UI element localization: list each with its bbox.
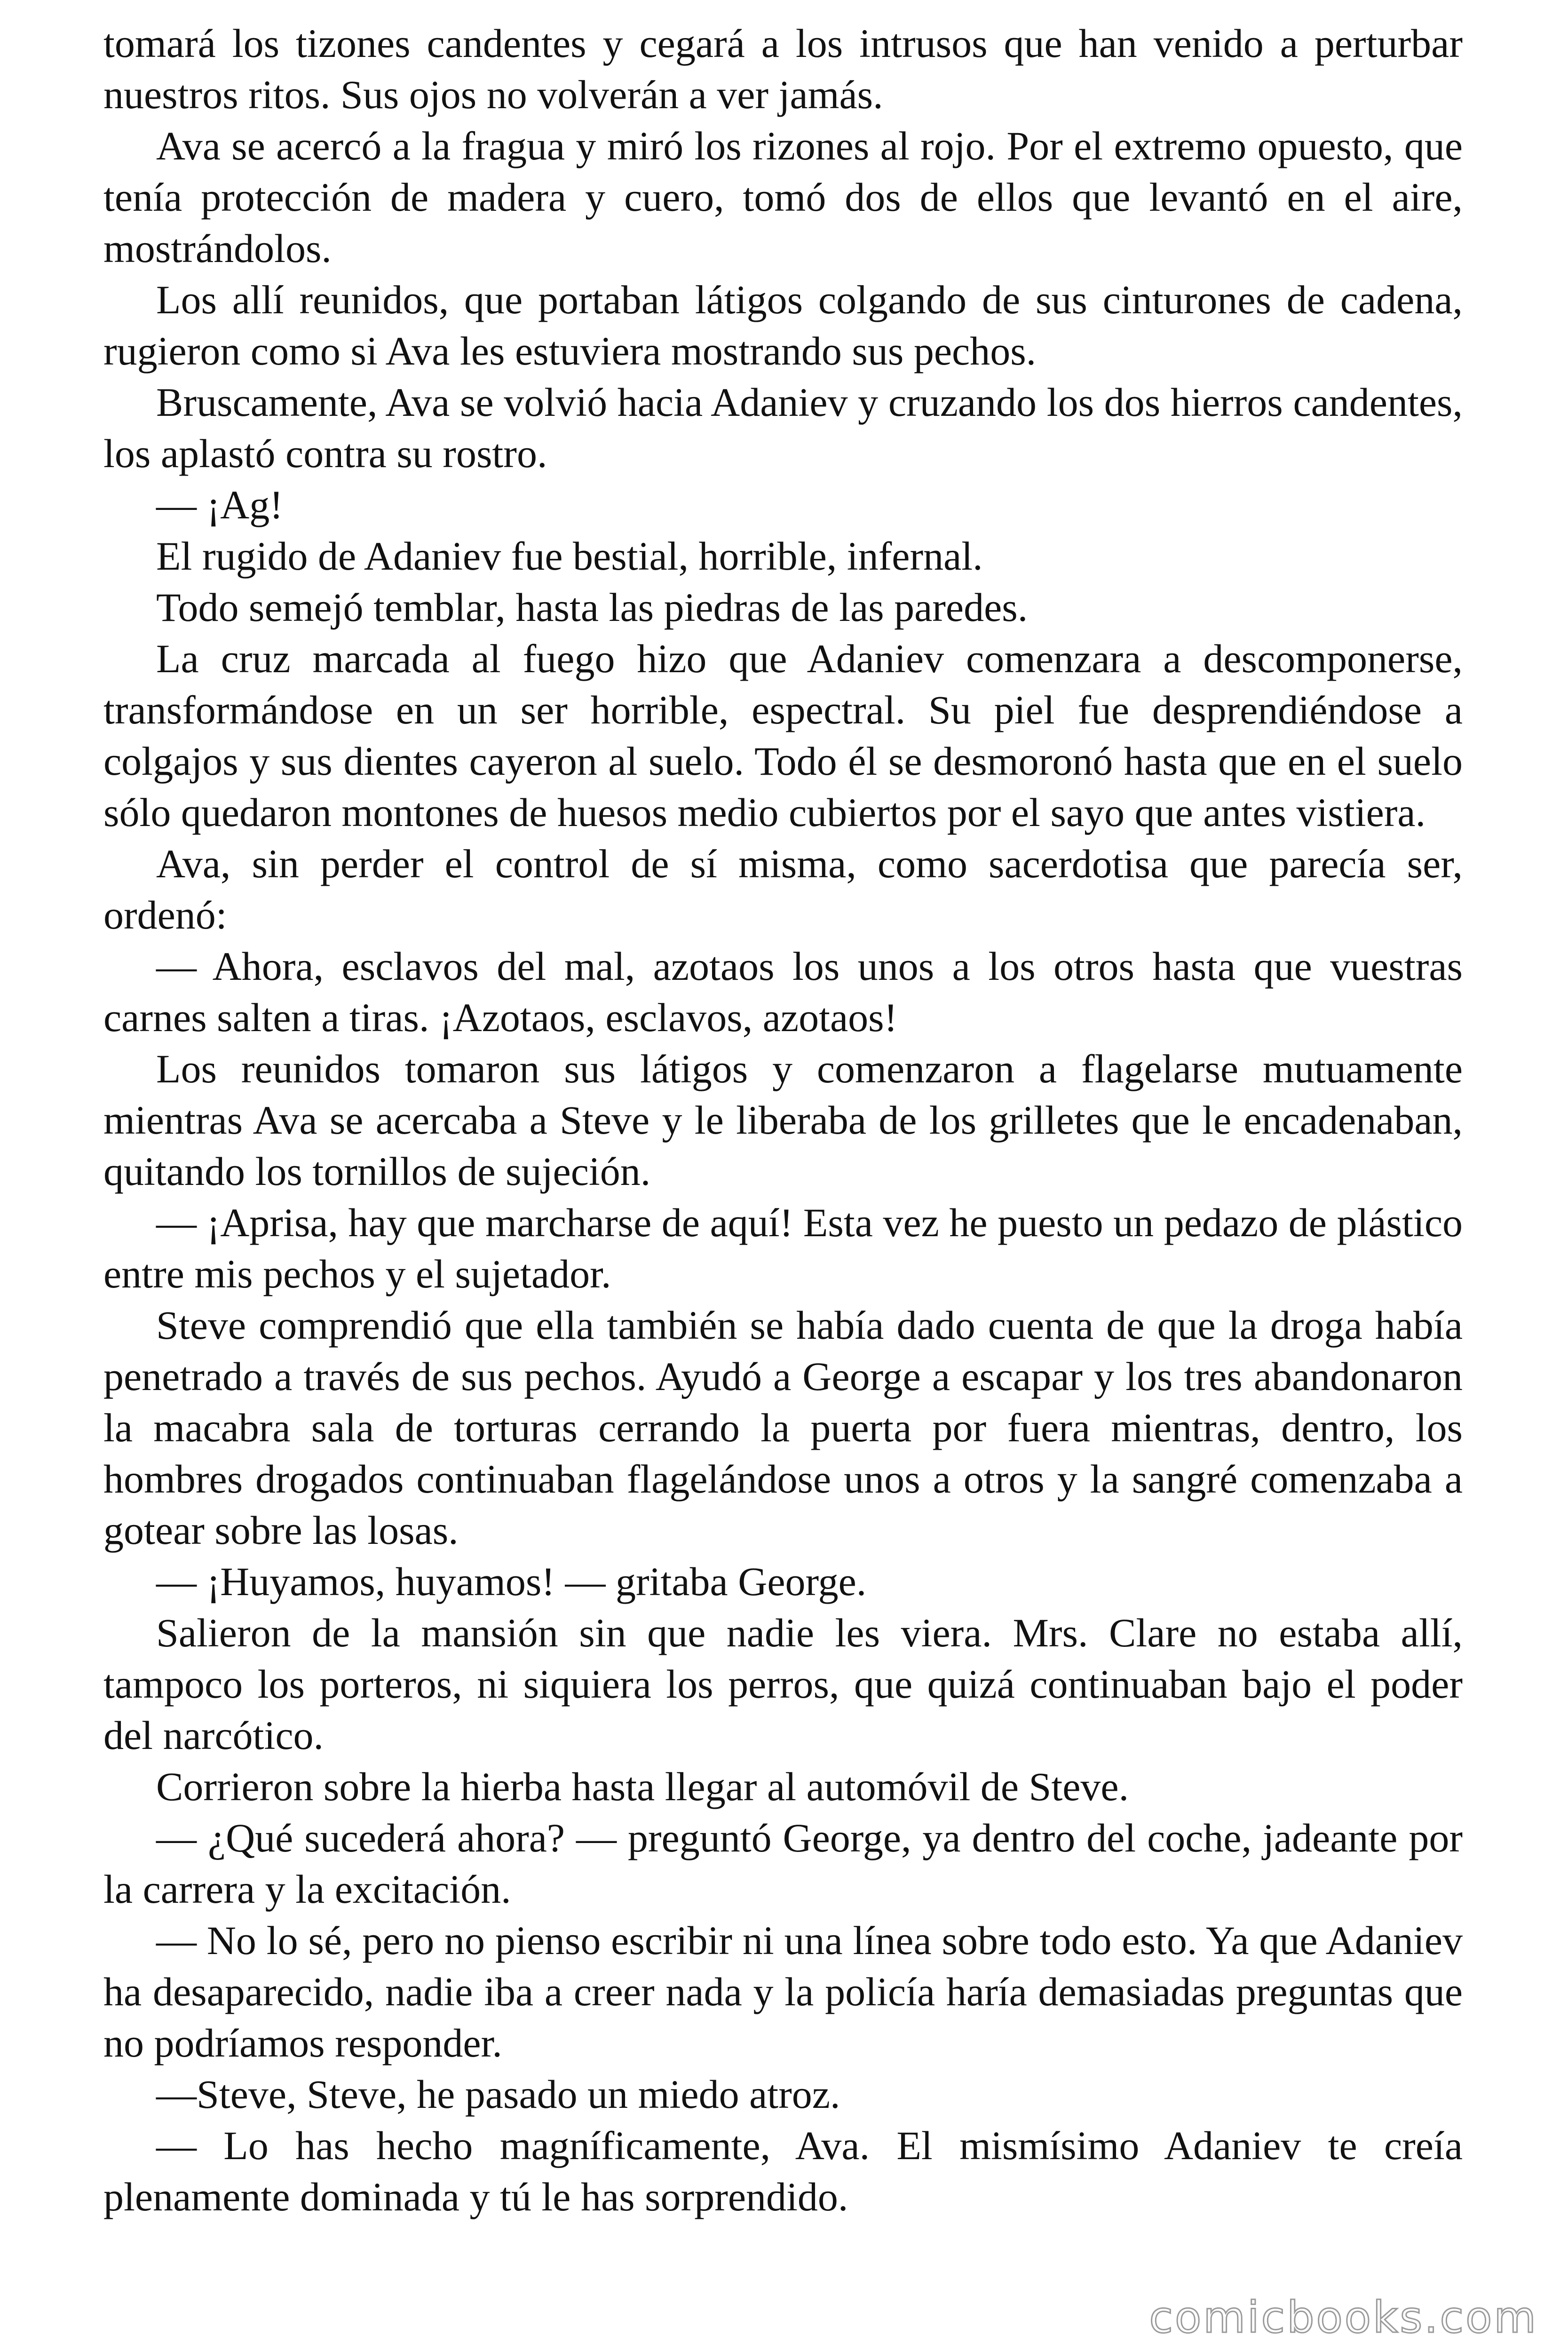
- paragraph: La cruz marcada al fuego hizo que Adaniev comenzara a descomponerse, transformándose en un ser horrible, espectral. Su piel fue desprendiéndose a colgajos y sus dientes cayeron al suelo. Todo él se desmoronó hasta que en el suelo sólo quedaron montones de huesos medio cubiertos por el sayo que antes vistiera.: [103, 636, 1463, 835]
- paragraph: Ava se acercó a la fragua y miró los rizones al rojo. Por el extremo opuesto, que tenía protección de madera y cuero, tomó dos de ellos que levantó en el aire, mostrándolos.: [103, 123, 1463, 271]
- paragraph: Steve comprendió que ella también se había dado cuenta de que la droga había penetrado a través de sus pechos. Ayudó a George a escapar y los tres abandonaron la macabra sala de torturas cerrando la puerta por fuera mientras, dentro, los hombres drogados continuaban flagelándose unos a otros y la sangré comenzaba a gotear sobre las losas.: [103, 1303, 1463, 1553]
- paragraph: Ava, sin perder el control de sí misma, como sacerdotisa que parecía ser, ordenó:: [103, 841, 1463, 938]
- paragraph: Bruscamente, Ava se volvió hacia Adaniev y cruzando los dos hierros candentes, los aplastó contra su rostro.: [103, 380, 1463, 476]
- paragraph: Todo semejó temblar, hasta las piedras de las paredes.: [156, 585, 1028, 630]
- dialogue-line: — Lo has hecho magníficamente, Ava. El mismísimo Adaniev te creía plenamente dominada y tú le has sorprendido.: [103, 2123, 1463, 2219]
- dialogue-line: — ¡Ag!: [156, 482, 283, 527]
- dialogue-line: — ¿Qué sucederá ahora? — preguntó George, ya dentro del coche, jadeante por la carrera y la excitación.: [103, 1815, 1463, 1912]
- dialogue-line: — Ahora, esclavos del mal, azotaos los unos a los otros hasta que vuestras carnes salten a tiras. ¡Azotaos, esclavos, azotaos!: [103, 944, 1463, 1040]
- dialogue-line: — No lo sé, pero no pienso escribir ni una línea sobre todo esto. Ya que Adaniev ha desaparecido, nadie iba a creer nada y la policía haría demasiadas preguntas que no podríamos responder.: [103, 1918, 1463, 2066]
- dialogue-line: —Steve, Steve, he pasado un miedo atroz.: [156, 2072, 840, 2117]
- book-page: [103, 18, 1463, 2313]
- paragraph: Los allí reunidos, que portaban látigos colgando de sus cinturones de cadena, rugieron como si Ava les estuviera mostrando sus pechos.: [103, 277, 1463, 373]
- paragraph: El rugido de Adaniev fue bestial, horrible, infernal.: [156, 533, 983, 579]
- paragraph-continuation: tomará los tizones candentes y cegará a los intrusos que han venido a perturbar nuestros ritos. Sus ojos no volverán a ver jamás.: [103, 21, 1463, 117]
- dialogue-line: — ¡Huyamos, huyamos! — gritaba George.: [156, 1559, 867, 1604]
- watermark: comicbooks.com: [1149, 2292, 1538, 2343]
- paragraph: Salieron de la mansión sin que nadie les viera. Mrs. Clare no estaba allí, tampoco los porteros, ni siquiera los perros, que quizá continuaban bajo el poder del narcótico.: [103, 1610, 1463, 1758]
- dialogue-line: — ¡Aprisa, hay que marcharse de aquí! Esta vez he puesto un pedazo de plástico entre mis pechos y el sujetador.: [103, 1200, 1463, 1296]
- paragraph: Los reunidos tomaron sus látigos y comenzaron a flagelarse mutuamente mientras Ava se acercaba a Steve y le liberaba de los grilletes que le encadenaban, quitando los tornillos de sujeción.: [103, 1046, 1463, 1194]
- paragraph: Corrieron sobre la hierba hasta llegar al automóvil de Steve.: [156, 1764, 1129, 1809]
